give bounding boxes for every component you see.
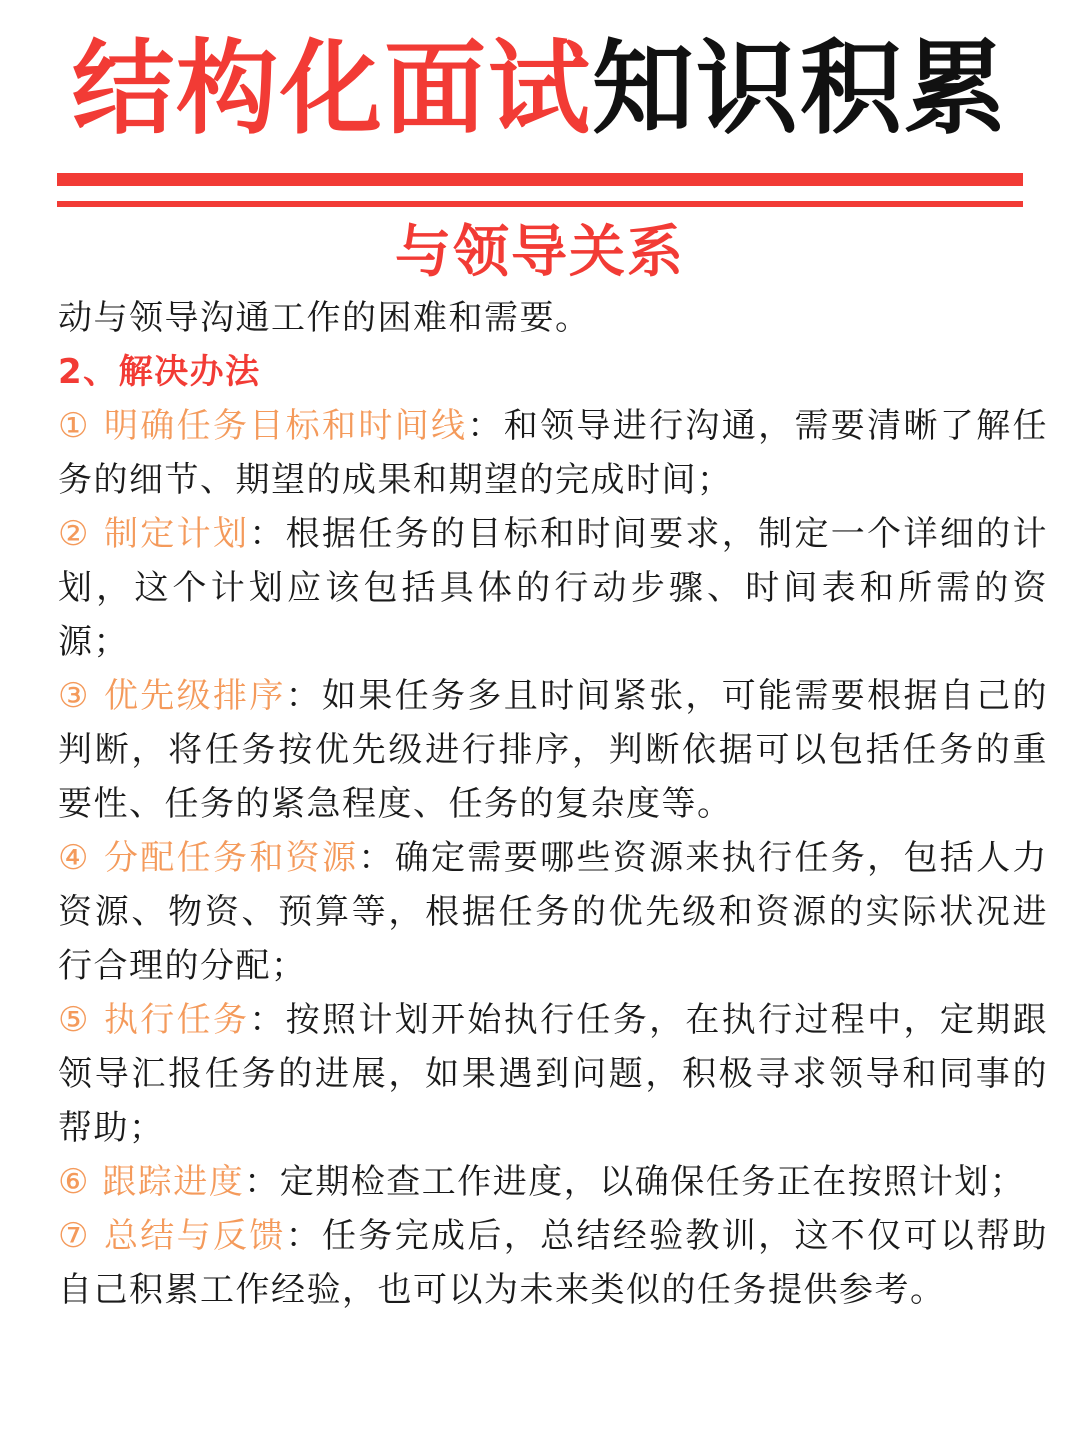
list-item <box>58 993 1048 1155</box>
intro-paragraph: 动与领导沟通工作的困难和需要。 <box>58 298 591 338</box>
list-item <box>58 1209 1048 1317</box>
title-divider-thick <box>57 173 1023 186</box>
page-subtitle: 与领导关系 <box>395 220 685 285</box>
title-red-part: 结构化面试 <box>72 30 592 149</box>
list-item-text: ：定期检查工作进度，以确保任务正在按照计划； <box>244 1162 1026 1202</box>
list-item-text: ：如果任务多且时间紧张，可能需要根据自己的判断，将任务按优先级进行排序，判断依据可以包括任务的重要性、任务的紧急程度、任务的复杂度等。 <box>58 676 1049 824</box>
list-item-text: ：和领导进行沟通，需要清晰了解任务的细节、期望的成果和期望的完成时间； <box>58 406 1049 500</box>
list-item <box>58 1155 1048 1209</box>
list-item-text: ：根据任务的目标和时间要求，制定一个详细的计划，这个计划应该包括具体的行动步骤、时间表和所需的资源； <box>58 514 1049 662</box>
title-black-part: 知识积累 <box>592 30 1008 149</box>
list-item-key: ① 明确任务目标和时间线 <box>58 406 468 446</box>
list-item-key: ② 制定计划 <box>58 514 250 554</box>
article-body <box>58 291 1048 1317</box>
list-item-key: ⑥ 跟踪进度 <box>58 1162 245 1202</box>
title-divider-thin <box>57 201 1023 207</box>
list-item <box>58 831 1048 993</box>
list-item-text: ：按照计划开始执行任务，在执行过程中，定期跟领导汇报任务的进展，如果遇到问题，积极寻求领导和同事的帮助； <box>58 1000 1049 1148</box>
list-item-key: ③ 优先级排序 <box>58 676 286 716</box>
list-item <box>58 669 1048 831</box>
list-item <box>58 399 1048 507</box>
list-item-text: ：任务完成后，总结经验教训，这不仅可以帮助自己积累工作经验，也可以为未来类似的任务提供参考。 <box>58 1216 1049 1310</box>
list-item-key: ④ 分配任务和资源 <box>58 838 359 878</box>
list-item-key: ⑤ 执行任务 <box>58 1000 250 1040</box>
list-item-text: ：确定需要哪些资源来执行任务，包括人力资源、物资、预算等，根据任务的优先级和资源的实际状况进行合理的分配； <box>58 838 1048 986</box>
page-title <box>0 28 1080 152</box>
list-item <box>58 507 1048 669</box>
list-item-key: ⑦ 总结与反馈 <box>58 1216 286 1256</box>
section-heading: 2、解决办法 <box>58 352 261 392</box>
